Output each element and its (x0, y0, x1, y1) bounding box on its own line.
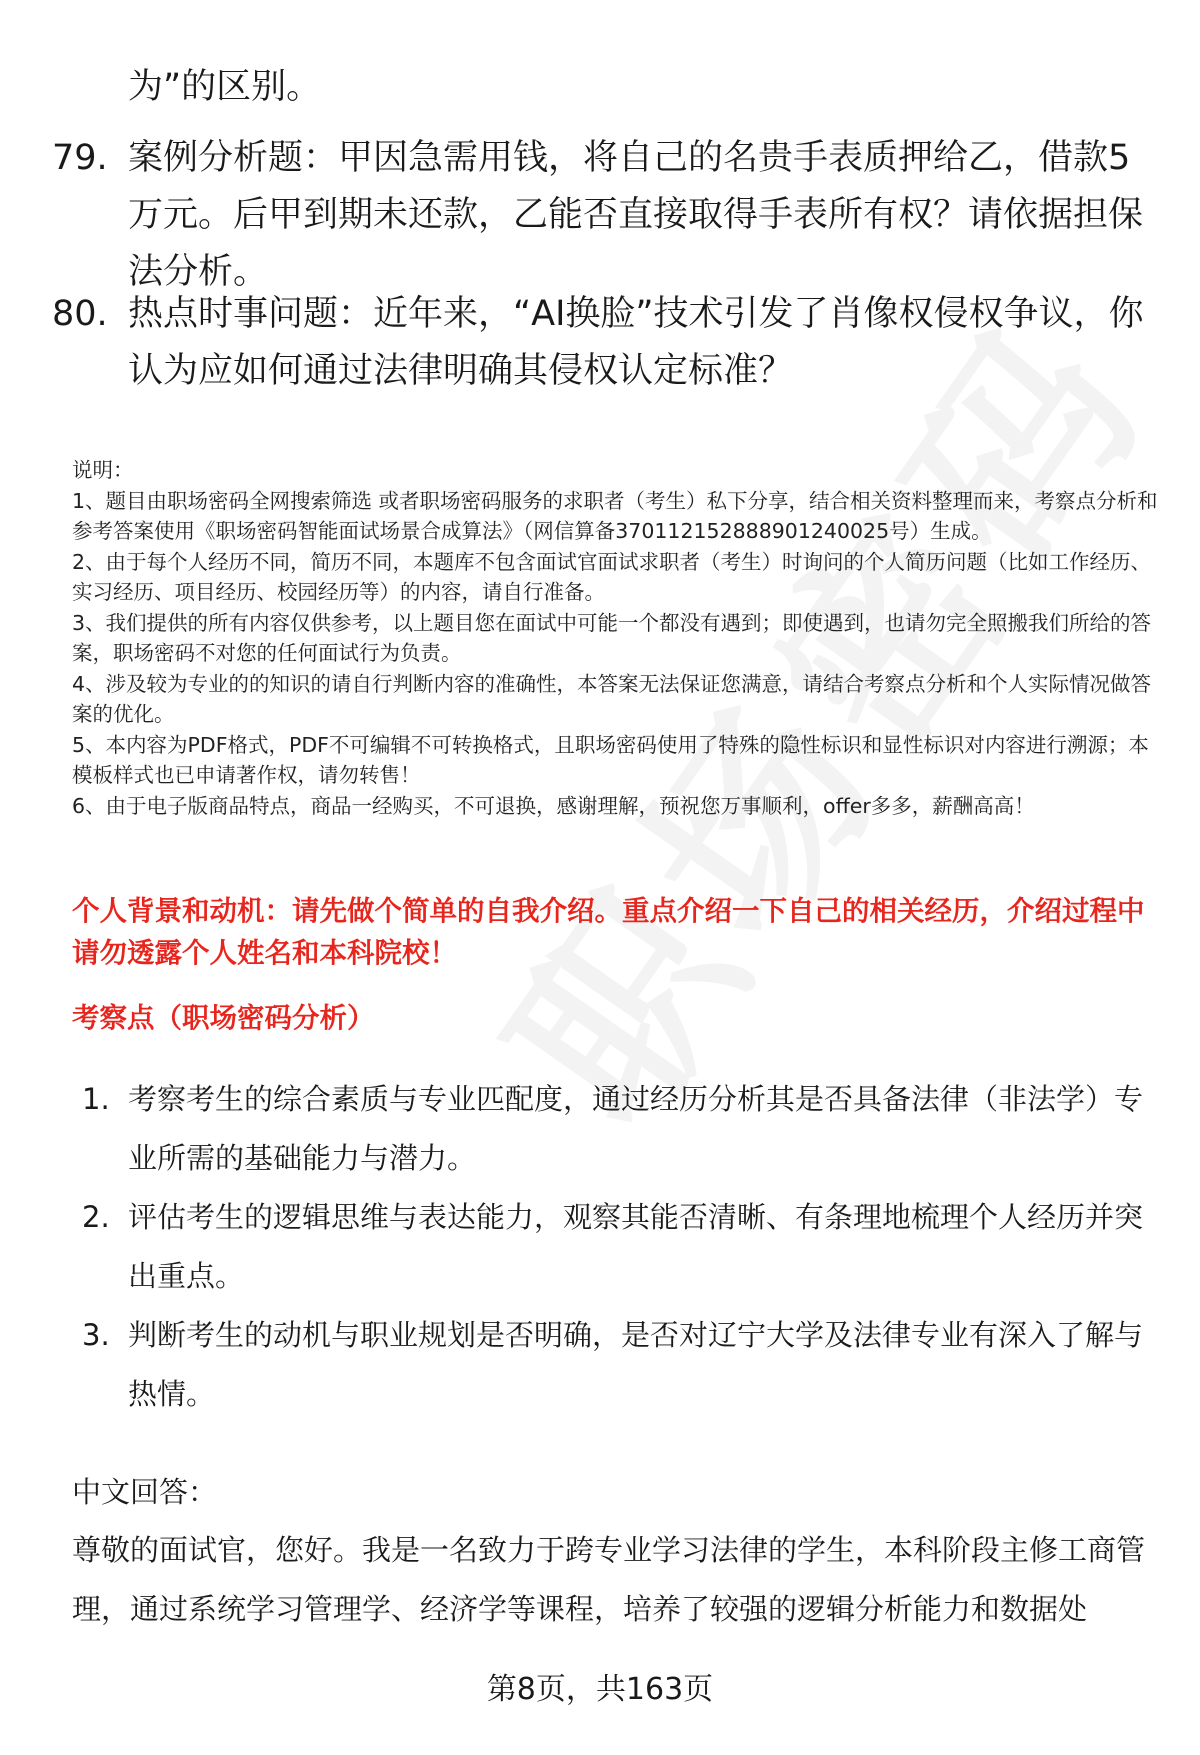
question-79 (52, 130, 1162, 301)
question-text: 案例分析题：甲因急需用钱，将自己的名贵手表质押给乙，借款5万元。后甲到期未还款，乙能否直接取得手表所有权？请依据担保法分析。 (128, 138, 1144, 292)
section-subheading: 考察点（职场密码分析） (72, 1002, 375, 1034)
note-item: 2、由于每个人经历不同，简历不同，本题库不包含面试官面试求职者（考生）时询问的个人简历问题（比如工作经历、实习经历、项目经历、校园经历等）的内容，请自行准备。 (72, 549, 1152, 604)
note-item: 5、本内容为PDF格式，PDF不可编辑不可转换格式，且职场密码使用了特殊的隐性标识和显性标识对内容进行溯源；本模板样式也已申请著作权，请勿转售！ (72, 732, 1149, 787)
notes-block (72, 455, 1162, 821)
question-continuation: 为”的区别。 (128, 67, 322, 107)
list-item (82, 1306, 1167, 1424)
question-80 (52, 286, 1162, 400)
note-item: 1、题目由职场密码全网搜索筛选 或者职场密码服务的求职者（考生）私下分享，结合相关资料整理而来，考察点分析和参考答案使用《职场密码智能面试场景合成算法》（网信算备370112152888901240025号）生成。 (72, 488, 1158, 543)
point-number: 2. (82, 1200, 110, 1234)
answer-text: 尊敬的面试官，您好。我是一名致力于跨专业学习法律的学生，本科阶段主修工商管理，通过系统学习管理学、经济学等课程，培养了较强的逻辑分析能力和数据处 (72, 1533, 1146, 1626)
note-item: 4、涉及较为专业的的知识的请自行判断内容的准确性，本答案无法保证您满意，请结合考察点分析和个人实际情况做答案的优化。 (72, 671, 1152, 726)
point-text: 判断考生的动机与职业规划是否明确，是否对辽宁大学及法律专业有深入了解与热情。 (128, 1318, 1144, 1411)
note-item: 3、我们提供的所有内容仅供参考，以上题目您在面试中可能一个都没有遇到；即使遇到，也请勿完全照搬我们所给的答案，职场密码不对您的任何面试行为负责。 (72, 610, 1152, 665)
notes-title: 说明： (72, 458, 134, 482)
page-footer: 第8页，共163页 (486, 1672, 714, 1707)
point-text: 考察考生的综合素质与专业匹配度，通过经历分析其是否具备法律（非法学）专业所需的基础能力与潜力。 (128, 1082, 1144, 1175)
point-number: 1. (82, 1082, 110, 1116)
list-item (82, 1188, 1167, 1306)
answer-label: 中文回答： (72, 1475, 218, 1509)
question-number: 80. (52, 294, 108, 334)
point-number: 3. (82, 1318, 110, 1352)
question-text: 热点时事问题：近年来，“AI换脸”技术引发了肖像权侵权争议，你认为应如何通过法律明确其侵权认定标准？ (128, 294, 1144, 391)
list-item (82, 1070, 1167, 1188)
section-heading: 个人背景和动机：请先做个简单的自我介绍。重点介绍一下自己的相关经历，介绍过程中请勿透露个人姓名和本科院校！ (72, 895, 1145, 969)
assessment-points (82, 1070, 1167, 1424)
question-number: 79. (52, 138, 108, 178)
point-text: 评估考生的逻辑思维与表达能力，观察其能否清晰、有条理地梳理个人经历并突出重点。 (128, 1200, 1144, 1293)
note-item: 6、由于电子版商品特点，商品一经购买，不可退换，感谢理解，预祝您万事顺利，offer多多，薪酬高高！ (72, 793, 1035, 818)
